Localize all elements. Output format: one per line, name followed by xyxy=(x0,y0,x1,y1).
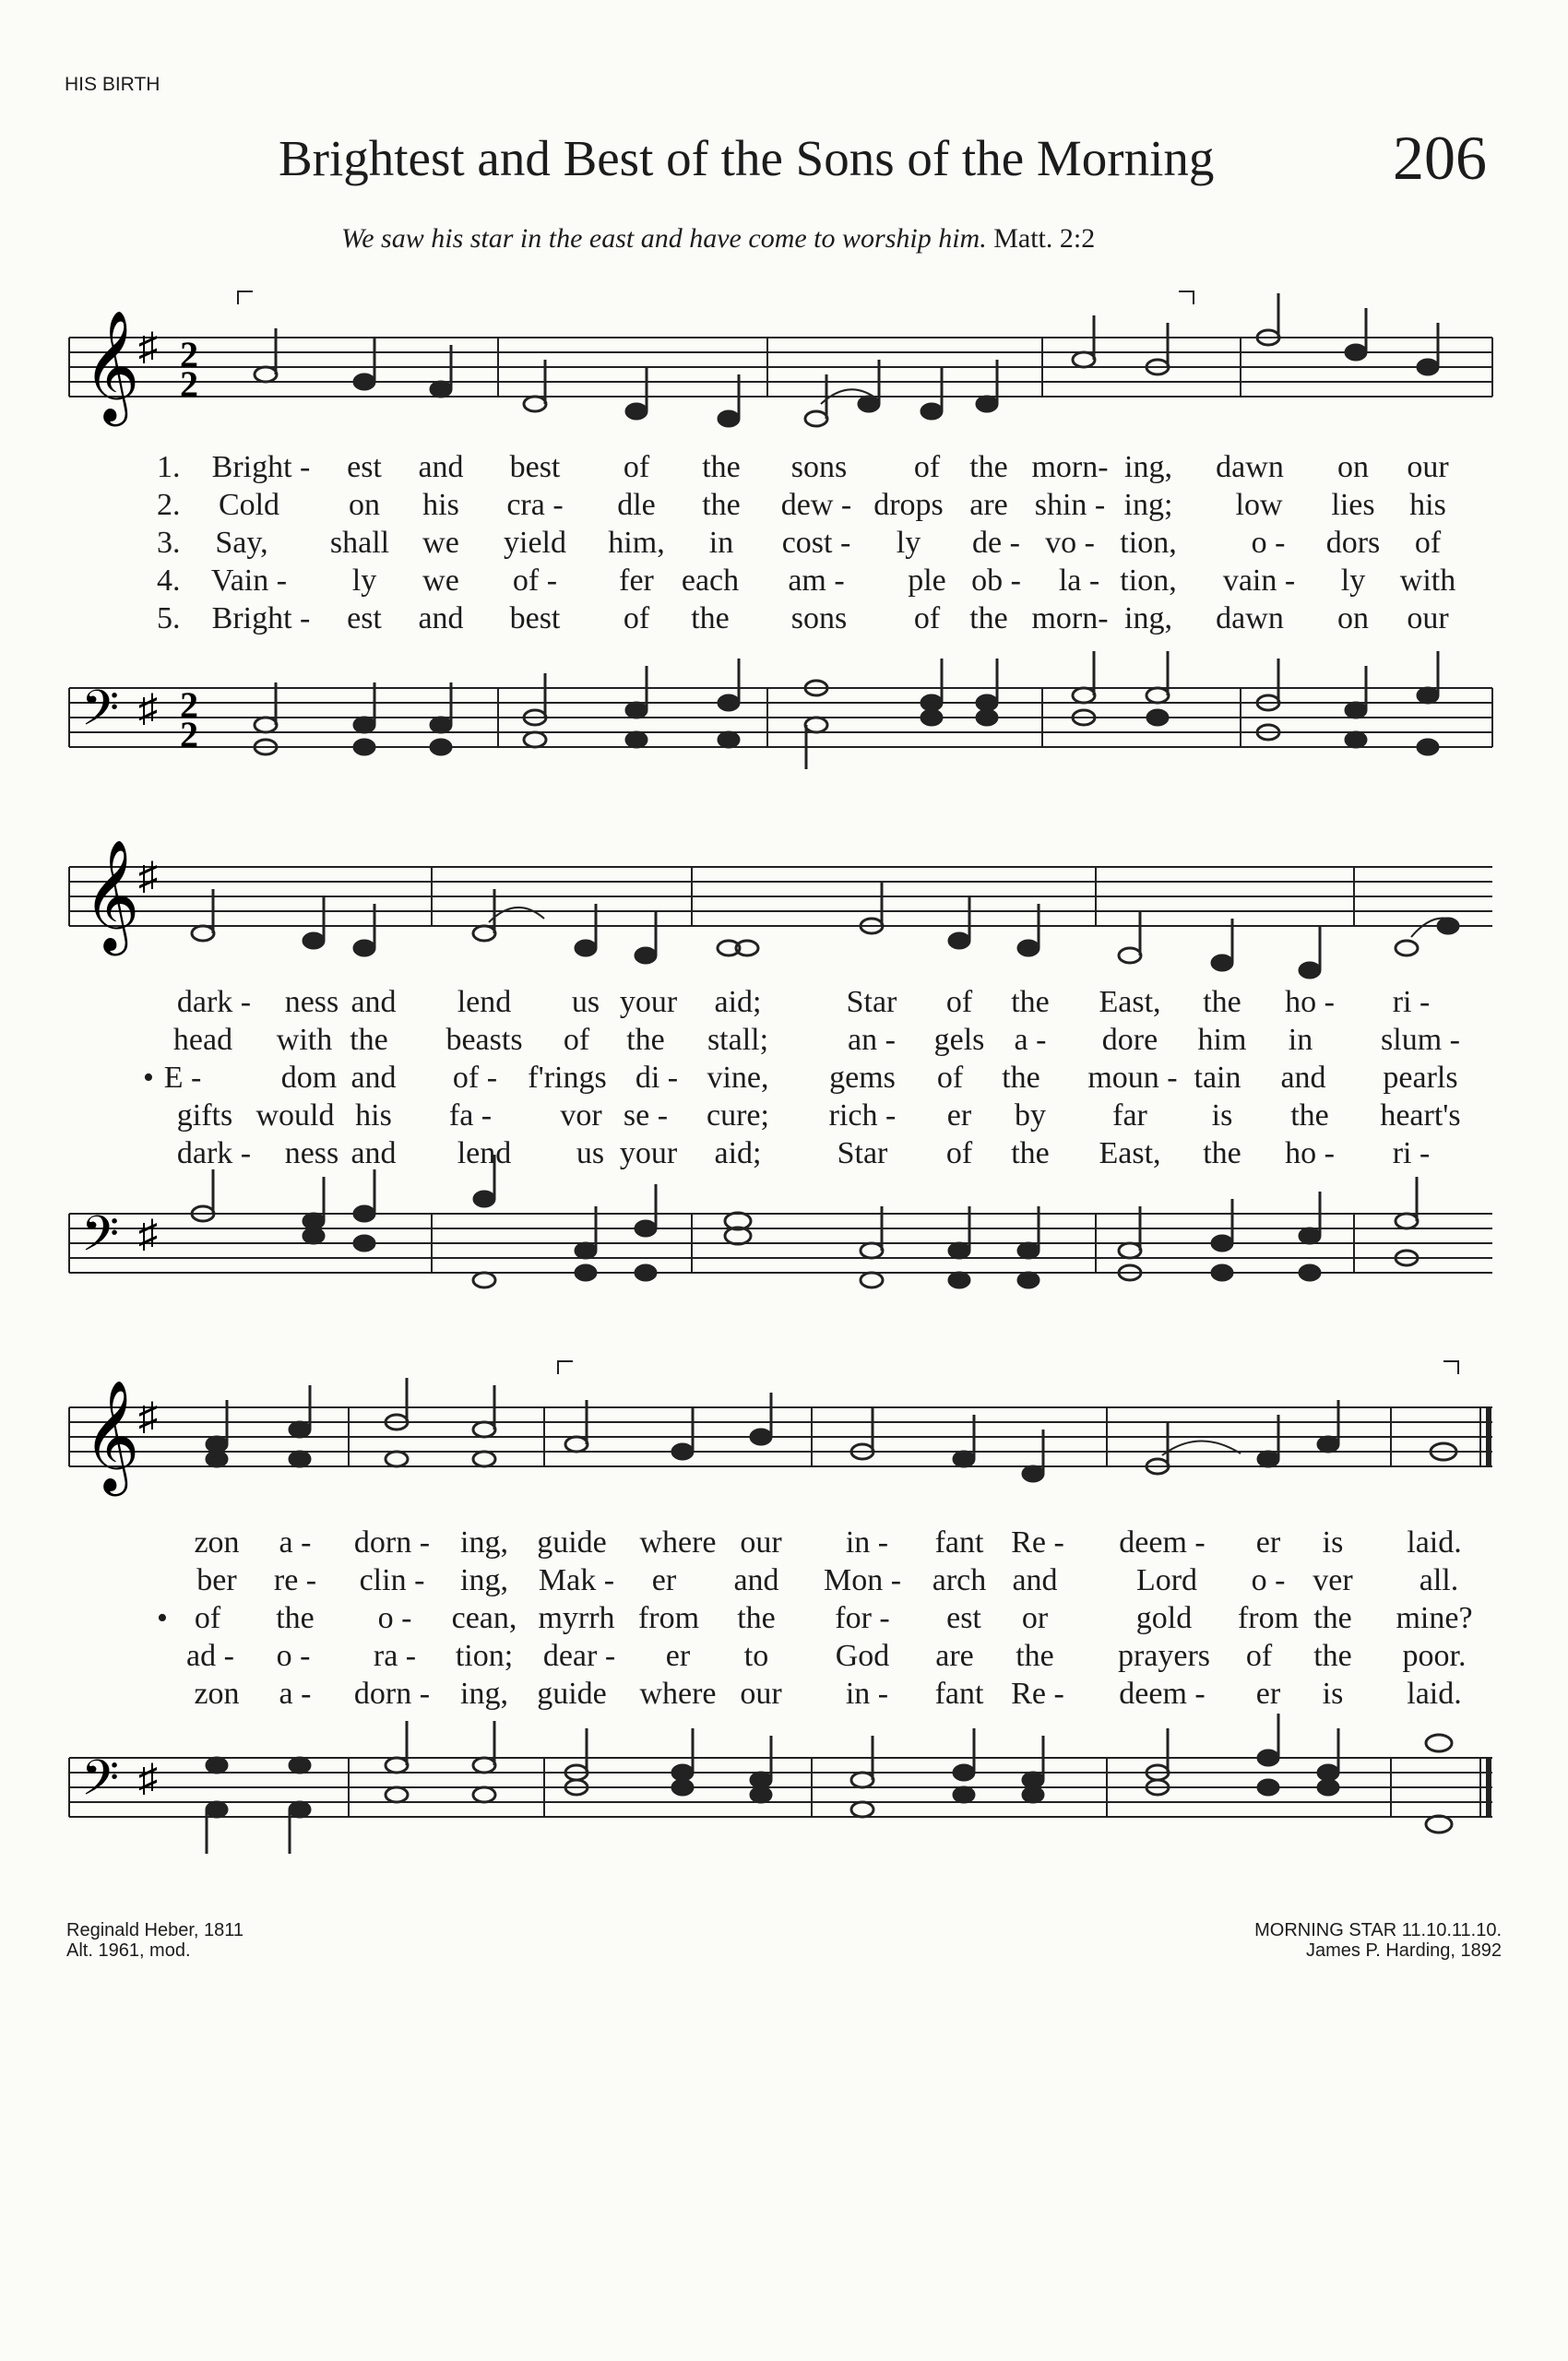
lyric-syllable: of xyxy=(563,1023,590,1057)
lyric-syllable: dark - xyxy=(176,1136,252,1170)
lyric-syllable: East, xyxy=(1099,985,1161,1019)
treble-clef-icon: 𝄞 xyxy=(83,314,140,420)
lyric-syllable: the xyxy=(626,1023,665,1057)
lyric-syllable: fer xyxy=(619,564,654,598)
text-alteration: Alt. 1961, mod. xyxy=(66,1940,191,1961)
verse-number: 5. xyxy=(157,601,181,635)
svg-text:𝄢: 𝄢 xyxy=(81,1207,120,1273)
lyric-syllable: cean, xyxy=(451,1601,517,1635)
lyric-syllable: ple xyxy=(908,564,946,598)
lyric-syllable: o - xyxy=(377,1601,412,1635)
lyric-syllable: Vain - xyxy=(210,564,288,598)
lyric-syllable: Mak - xyxy=(538,1563,615,1597)
lyric-syllable: dorn - xyxy=(353,1525,431,1560)
lyric-syllable: la - xyxy=(1058,564,1100,598)
lyric-syllable: sons xyxy=(790,450,848,484)
lyric-syllable: Star xyxy=(837,1136,888,1170)
lyric-syllable: on xyxy=(1337,450,1369,484)
lyric-syllable: with xyxy=(1399,564,1456,598)
lyric-syllable: cra - xyxy=(506,488,564,522)
lyric-syllable: dawn xyxy=(1216,450,1284,484)
lyric-syllable: ho - xyxy=(1285,985,1335,1019)
svg-text:2: 2 xyxy=(180,363,198,405)
lyric-syllable: vain - xyxy=(1222,564,1296,598)
lyric-syllable: and xyxy=(1012,1563,1058,1597)
lyric-syllable: the xyxy=(1203,1136,1241,1170)
lyric-syllable: clin - xyxy=(359,1563,425,1597)
lyric-syllable: est xyxy=(347,601,382,635)
lyric-syllable: of xyxy=(913,450,941,484)
lyric-syllable: ing; xyxy=(1123,488,1173,522)
lyric-syllable: yield xyxy=(504,526,566,560)
lyric-syllable: er xyxy=(1255,1677,1281,1711)
svg-text:2: 2 xyxy=(180,714,198,755)
lyric-syllable: Star xyxy=(846,985,897,1019)
lyric-syllable: to xyxy=(743,1639,769,1673)
lyric-syllable: the xyxy=(969,450,1008,484)
lyric-syllable: is xyxy=(1322,1525,1344,1560)
lyric-syllable: deem - xyxy=(1119,1525,1206,1560)
lyric-syllable: ob - xyxy=(971,564,1021,598)
composer: James P. Harding, 1892 xyxy=(1306,1940,1502,1961)
lyric-syllable: am - xyxy=(788,564,845,598)
svg-text:♯: ♯ xyxy=(138,1396,158,1439)
lyric-syllable: of xyxy=(936,1061,964,1095)
lyric-syllable: are xyxy=(935,1639,974,1673)
lyric-syllable: God xyxy=(835,1639,890,1673)
tune-credits xyxy=(1254,1920,1502,1961)
lyric-syllable: tion, xyxy=(1120,526,1177,560)
lyric-syllable: slum - xyxy=(1381,1023,1460,1057)
lyric-syllable: er xyxy=(665,1639,691,1673)
section-label: HIS BIRTH xyxy=(65,74,160,95)
lyric-syllable: fant xyxy=(934,1525,984,1560)
lyric-syllable: us xyxy=(571,985,600,1019)
lyric-syllable: him xyxy=(1197,1023,1247,1057)
lyric-syllable: our xyxy=(1407,450,1449,484)
lyric-syllable: of xyxy=(945,1136,973,1170)
lyric-syllable: the xyxy=(350,1023,388,1057)
lyric-syllable: Lord xyxy=(1135,1563,1198,1597)
lyric-syllable: stall; xyxy=(707,1023,769,1057)
epigraph-text: We saw his star in the east and have come to worship him. xyxy=(341,223,987,254)
svg-text:𝄞: 𝄞 xyxy=(83,1383,140,1489)
verse-row xyxy=(0,1100,1568,1137)
lyric-syllable: cost - xyxy=(781,526,851,560)
lyric-syllable: and xyxy=(418,450,464,484)
lyric-syllable: arch xyxy=(932,1563,987,1597)
lyric-syllable: the xyxy=(1290,1098,1329,1133)
lyric-syllable: a - xyxy=(279,1677,312,1711)
lyric-syllable: fant xyxy=(934,1677,984,1711)
verse-row xyxy=(0,1565,1568,1602)
lyric-syllable: dear - xyxy=(542,1639,616,1673)
lyric-syllable: where xyxy=(639,1677,717,1711)
hymn-epigraph xyxy=(341,223,1095,255)
lyric-syllable: far xyxy=(1112,1098,1147,1133)
lyric-syllable: our xyxy=(740,1525,782,1560)
lyric-syllable: in xyxy=(1288,1023,1313,1057)
lyric-syllable: aid; xyxy=(714,1136,762,1170)
lyric-syllable: of xyxy=(1414,526,1442,560)
svg-text:♯: ♯ xyxy=(138,688,158,730)
lyric-syllable: Bright - xyxy=(211,450,311,484)
lyric-syllable: where xyxy=(639,1525,717,1560)
lyric-syllable: o - xyxy=(276,1639,311,1673)
lyric-syllable: of - xyxy=(452,1061,498,1095)
lyric-syllable: er xyxy=(651,1563,677,1597)
lyric-syllable: pearls xyxy=(1383,1061,1458,1095)
lyric-syllable: dom xyxy=(280,1061,338,1095)
lyric-syllable: the xyxy=(1011,985,1050,1019)
verse-row xyxy=(0,1527,1568,1564)
lyric-syllable: fa - xyxy=(448,1098,493,1133)
lyric-syllable: beasts xyxy=(445,1023,523,1057)
lyric-syllable: ver xyxy=(1313,1563,1353,1597)
lyric-syllable: myrrh xyxy=(538,1601,615,1635)
lyric-syllable: Say, xyxy=(215,526,268,560)
lyric-syllable: of xyxy=(1245,1639,1273,1673)
lyric-syllable: dors xyxy=(1325,526,1381,560)
lyric-syllable: di - xyxy=(635,1061,679,1095)
text-credits xyxy=(66,1920,244,1961)
svg-text:♯: ♯ xyxy=(138,856,158,898)
lyric-syllable: shin - xyxy=(1034,488,1106,522)
lyric-syllable: best xyxy=(509,601,561,635)
lyric-syllable: lend xyxy=(457,1136,512,1170)
lyric-syllable: our xyxy=(740,1677,782,1711)
lyric-syllable: sons xyxy=(790,601,848,635)
lyric-syllable: all. xyxy=(1419,1563,1459,1597)
lyric-syllable: tion; xyxy=(455,1639,514,1673)
lyric-syllable: a - xyxy=(279,1525,312,1560)
text-author: Reginald Heber, 1811 xyxy=(66,1920,244,1940)
lyric-syllable: the xyxy=(1203,985,1241,1019)
lyric-syllable: and xyxy=(418,601,464,635)
lyric-syllable: a - xyxy=(1014,1023,1047,1057)
verse-row xyxy=(0,1138,1568,1175)
system-1-lyrics xyxy=(0,452,1568,655)
verse-number: 3. xyxy=(157,526,181,560)
lyric-syllable: an - xyxy=(848,1023,896,1057)
verse-number: 4. xyxy=(157,564,181,598)
lyric-syllable: on xyxy=(349,488,380,522)
hymn-number: 206 xyxy=(1393,123,1487,193)
lyric-syllable: mine? xyxy=(1396,1601,1473,1635)
lyric-syllable: E - xyxy=(163,1061,202,1095)
verse-row xyxy=(0,1603,1568,1640)
lyric-syllable: rich - xyxy=(828,1098,897,1133)
lyric-syllable: cure; xyxy=(707,1098,769,1133)
lyric-syllable: ing, xyxy=(460,1525,508,1560)
lyric-syllable: low xyxy=(1235,488,1283,522)
lyric-syllable: o - xyxy=(1251,1563,1286,1597)
lyric-syllable: ing, xyxy=(460,1677,508,1711)
lyric-syllable: deem - xyxy=(1119,1677,1206,1711)
lyric-syllable: ad - xyxy=(186,1639,234,1673)
lyric-syllable: your xyxy=(619,985,678,1019)
hymn-title: Brightest and Best of the Sons of the Morning xyxy=(279,130,1215,186)
lyric-syllable: by xyxy=(1015,1098,1046,1133)
lyric-syllable: Re - xyxy=(1011,1677,1064,1711)
system-1 xyxy=(0,277,1568,793)
lyric-syllable: laid. xyxy=(1407,1677,1462,1711)
lyric-syllable: of xyxy=(945,985,973,1019)
lyric-syllable: se - xyxy=(623,1098,669,1133)
lyric-syllable: is xyxy=(1211,1098,1233,1133)
lyric-syllable: ber xyxy=(196,1563,237,1597)
lyric-syllable: the xyxy=(1002,1061,1040,1095)
lyric-syllable: ri - xyxy=(1392,1136,1431,1170)
lyric-syllable: would xyxy=(255,1098,335,1133)
lyric-syllable: dew - xyxy=(780,488,852,522)
lyric-syllable: ri - xyxy=(1392,985,1431,1019)
lyric-syllable: tion, xyxy=(1120,564,1177,598)
lyric-syllable: est xyxy=(946,1601,981,1635)
lyric-syllable: we xyxy=(422,526,459,560)
lyric-syllable: drops xyxy=(873,488,944,522)
lyric-syllable: Bright - xyxy=(211,601,311,635)
lyric-syllable: his xyxy=(355,1098,392,1133)
lyric-syllable: o - xyxy=(1251,526,1286,560)
lyric-syllable: vine, xyxy=(707,1061,769,1095)
lyric-syllable: our xyxy=(1407,601,1449,635)
svg-text:♯: ♯ xyxy=(138,1214,158,1256)
lyric-syllable: East, xyxy=(1099,1136,1161,1170)
lyric-syllable: the xyxy=(1313,1639,1352,1673)
verse-row xyxy=(0,1641,1568,1678)
lyric-syllable: and xyxy=(1280,1061,1326,1095)
lyric-syllable: ly xyxy=(896,526,921,560)
lyric-syllable: best xyxy=(509,450,561,484)
lyric-syllable: er xyxy=(946,1098,972,1133)
system-2-lyrics xyxy=(0,987,1568,1180)
lyric-syllable: of xyxy=(194,1601,221,1635)
lyric-syllable: f'rings xyxy=(528,1061,607,1095)
verse-row xyxy=(0,490,1568,527)
lyric-syllable: est xyxy=(347,450,382,484)
sharp-icon: ♯ xyxy=(138,326,158,369)
lyric-syllable: we xyxy=(422,564,459,598)
lyric-syllable: gems xyxy=(829,1061,896,1095)
lyric-syllable: in xyxy=(708,526,734,560)
lyric-syllable: de - xyxy=(972,526,1020,560)
system-3-lyrics xyxy=(0,1527,1568,1721)
lyric-syllable: Cold xyxy=(218,488,280,522)
lyric-syllable: zon xyxy=(194,1677,240,1711)
lyric-syllable: the xyxy=(1016,1639,1054,1673)
verse-number: 1. xyxy=(157,450,181,484)
lyric-syllable: the xyxy=(702,450,741,484)
lyric-syllable: the xyxy=(1313,1601,1352,1635)
lyric-syllable: him, xyxy=(608,526,665,560)
lyric-syllable: and xyxy=(733,1563,779,1597)
lyric-syllable: guide xyxy=(537,1525,607,1560)
lyric-syllable: moun - xyxy=(1087,1061,1178,1095)
lyric-syllable: of xyxy=(623,450,650,484)
lyric-syllable: in - xyxy=(845,1677,889,1711)
lyric-syllable: gifts xyxy=(176,1098,233,1133)
lyric-syllable: morn- xyxy=(1031,601,1109,635)
bass-clef-icon: 𝄢 xyxy=(81,682,120,747)
lyric-syllable: and xyxy=(350,1061,397,1095)
verse-row xyxy=(0,565,1568,602)
verse-row xyxy=(0,1679,1568,1715)
lyric-syllable: ing, xyxy=(460,1563,508,1597)
svg-text:2: 2 xyxy=(180,684,198,726)
lyric-syllable: in - xyxy=(845,1525,889,1560)
lyric-syllable: morn- xyxy=(1031,450,1109,484)
verse-number: 2. xyxy=(157,488,181,522)
lyric-syllable: lies xyxy=(1331,488,1375,522)
verse-row xyxy=(0,987,1568,1024)
lyric-syllable: the xyxy=(737,1601,776,1635)
lyric-syllable: and xyxy=(350,985,397,1019)
lyric-syllable: is xyxy=(1322,1677,1344,1711)
lyric-syllable: gold xyxy=(1135,1601,1193,1635)
lyric-syllable: with xyxy=(276,1023,333,1057)
lyric-syllable: are xyxy=(969,488,1008,522)
lyric-syllable: ho - xyxy=(1285,1136,1335,1170)
lyric-syllable: and xyxy=(350,1136,397,1170)
lyric-syllable: prayers xyxy=(1117,1639,1211,1673)
lyric-syllable: Mon - xyxy=(823,1563,902,1597)
lyric-syllable: tain xyxy=(1194,1061,1241,1095)
verse-number: • xyxy=(157,1601,168,1635)
lyric-syllable: shall xyxy=(329,526,390,560)
lyric-syllable: ness xyxy=(284,985,339,1019)
lyric-syllable: the xyxy=(276,1601,315,1635)
svg-text:𝄢: 𝄢 xyxy=(81,1751,120,1817)
lyric-syllable: the xyxy=(1011,1136,1050,1170)
lyric-syllable: vo - xyxy=(1045,526,1095,560)
lyric-syllable: Re - xyxy=(1011,1525,1064,1560)
lyric-syllable: dawn xyxy=(1216,601,1284,635)
lyric-syllable: of xyxy=(623,601,650,635)
svg-text:♯: ♯ xyxy=(138,1758,158,1800)
lyric-syllable: the xyxy=(691,601,730,635)
lyric-syllable: ly xyxy=(1340,564,1366,598)
lyric-syllable: gels xyxy=(933,1023,985,1057)
lyric-syllable: aid; xyxy=(714,985,762,1019)
verse-row xyxy=(0,1025,1568,1062)
verse-row xyxy=(0,452,1568,489)
svg-text:2: 2 xyxy=(180,334,198,375)
lyric-syllable: on xyxy=(1337,601,1369,635)
lyric-syllable: zon xyxy=(194,1525,240,1560)
lyric-syllable: head xyxy=(172,1023,233,1057)
lyric-syllable: the xyxy=(969,601,1008,635)
verse-row xyxy=(0,1062,1568,1099)
verse-row xyxy=(0,528,1568,564)
lyric-syllable: poor. xyxy=(1402,1639,1467,1673)
lyric-syllable: from xyxy=(1237,1601,1300,1635)
lyric-syllable: dle xyxy=(617,488,656,522)
lyric-syllable: heart's xyxy=(1380,1098,1461,1133)
lyric-syllable: each xyxy=(681,564,740,598)
lyric-syllable: his xyxy=(1409,488,1446,522)
lyric-syllable: us xyxy=(576,1136,605,1170)
lyric-syllable: for - xyxy=(835,1601,890,1635)
lyric-syllable: dore xyxy=(1101,1023,1158,1057)
lyric-syllable: his xyxy=(422,488,459,522)
lyric-syllable: laid. xyxy=(1407,1525,1462,1560)
lyric-syllable: vor xyxy=(560,1098,602,1133)
lyric-syllable: ness xyxy=(284,1136,339,1170)
lyric-syllable: re - xyxy=(273,1563,317,1597)
lyric-syllable: guide xyxy=(537,1677,607,1711)
lyric-syllable: ing, xyxy=(1124,601,1172,635)
lyric-syllable: of - xyxy=(512,564,558,598)
verse-number: • xyxy=(143,1061,154,1095)
lyric-syllable: ing, xyxy=(1124,450,1172,484)
lyric-syllable: er xyxy=(1255,1525,1281,1560)
lyric-syllable: ra - xyxy=(373,1639,417,1673)
lyric-syllable: or xyxy=(1021,1601,1049,1635)
lyric-syllable: the xyxy=(702,488,741,522)
lyric-syllable: dorn - xyxy=(353,1677,431,1711)
svg-text:𝄞: 𝄞 xyxy=(83,843,140,949)
lyric-syllable: from xyxy=(637,1601,700,1635)
lyric-syllable: dark - xyxy=(176,985,252,1019)
verse-row xyxy=(0,603,1568,640)
lyric-syllable: of xyxy=(913,601,941,635)
lyric-syllable: lend xyxy=(457,985,512,1019)
lyric-syllable: your xyxy=(619,1136,678,1170)
lyric-syllable: ly xyxy=(351,564,377,598)
tune-name: MORNING STAR 11.10.11.10. xyxy=(1254,1920,1502,1940)
epigraph-reference: Matt. 2:2 xyxy=(993,223,1096,254)
